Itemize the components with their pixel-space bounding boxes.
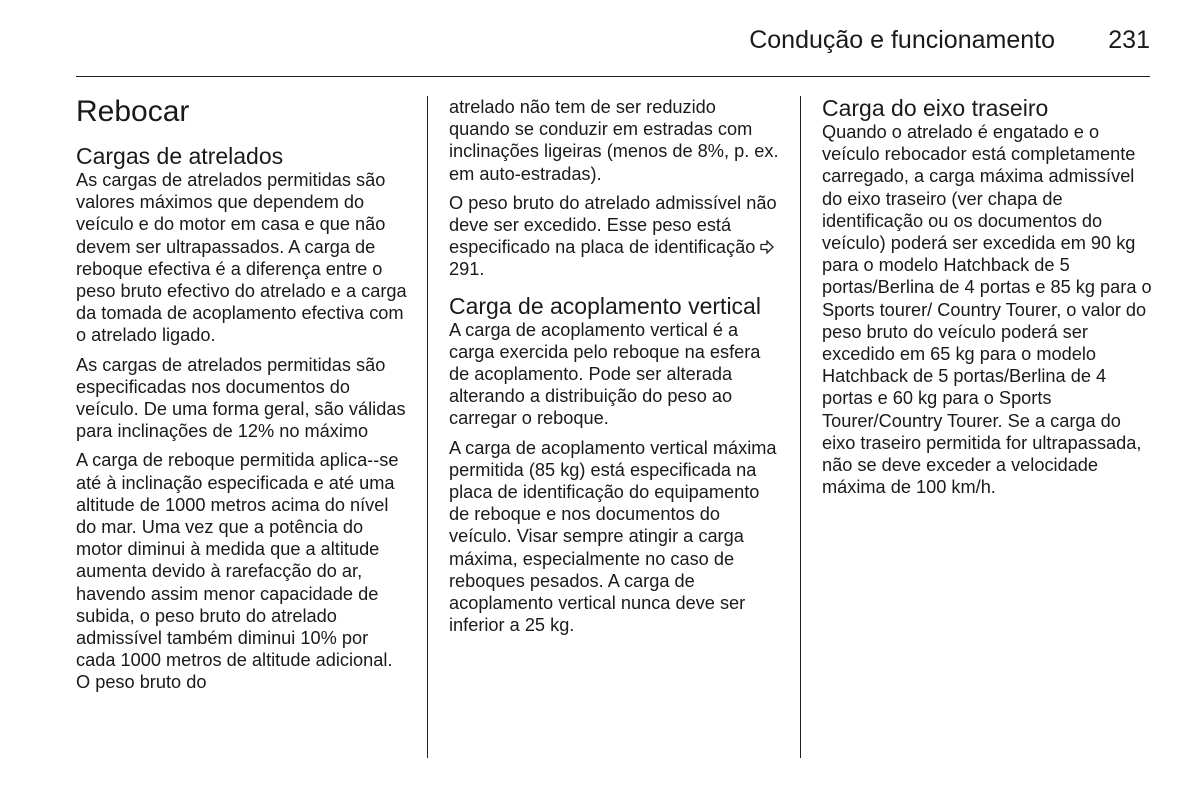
section-heading-carga-eixo: Carga do eixo traseiro	[822, 95, 1049, 121]
paragraph-text: O peso bruto do atrelado admissível não deve ser excedido. Esse peso está especificado na placa de identificação	[449, 192, 777, 258]
chapter-heading: Rebocar	[76, 95, 190, 128]
paragraph: Quando o atrelado é engatado e o veículo rebocador está completamente carregado, a carga máxima admissível do eixo traseiro (ver chapa de identificação ou os documentos do veículo) poderá ser excedida em 90 kg para o modelo Hatchback de 5 portas/Berlina de 4 portas e 85 kg para o Sports tourer/ Country Tourer, o valor do peso bruto do veículo poderá ser excedido em 65 kg para o modelo Hatchback de 5 portas/Berlina de 4 portas e 60 kg para o Sports Tourer/Country Tourer. Se a carga do eixo traseiro permitida for ultrapassada, não se deve exceder a velocidade máxima de 100 km/h.	[822, 122, 1152, 498]
section-heading-cargas-atrelados: Cargas de atrelados	[76, 143, 284, 169]
page-number: 231	[1108, 26, 1150, 54]
paragraph: A carga de reboque permitida aplica--se até à inclinação especificada e até uma altitude de 1000 metros acima do nível do mar. Uma vez que a potência do motor diminui à medida que a altitude aumenta devido à rarefacção do ar, havendo assim menor capacidade de subida, o peso bruto do atrelado admissível também diminui 10% por cada 1000 metros de altitude adicional. O peso bruto do	[76, 450, 399, 693]
page-reference: 291.	[449, 259, 485, 280]
column-2	[449, 96, 781, 643]
page-header	[76, 22, 1150, 77]
paragraph: atrelado não tem de ser reduzido quando se conduzir em estradas com inclinações ligeiras (menos de 8%, p. ex. em auto-estradas).	[449, 97, 779, 184]
paragraph: As cargas de atrelados permitidas são valores máximos que dependem do veículo e do motor em casa e que não devem ser ultrapassados. A carga de reboque efectiva é a diferença entre o peso bruto efectivo do atrelado e a carga da tomada de acoplamento efectiva com o atrelado ligado.	[76, 170, 407, 346]
chapter-title: Condução e funcionamento	[749, 26, 1055, 54]
paragraph: As cargas de atrelados permitidas são especificadas nos documentos do veículo. De uma forma geral, são válidas para inclinações de 12% no máximo	[76, 354, 406, 442]
section-heading-carga-acoplamento: Carga de acoplamento vertical	[449, 292, 761, 319]
arrow-reference-icon	[760, 237, 774, 257]
column-divider	[427, 96, 428, 758]
column-1	[76, 96, 410, 701]
column-3	[822, 96, 1156, 505]
paragraph: A carga de acoplamento vertical é a carga exercida pelo reboque na esfera de acoplamento. Pode ser alterada alterando a distribuição do peso ao carregar o reboque.	[449, 319, 761, 429]
paragraph: A carga de acoplamento vertical máxima permitida (85 kg) está especificada na placa de identificação do equipamento de reboque e nos documentos do veículo. Visar sempre atingir a carga máxima, especialmente no caso de reboques pesados. A carga de acoplamento vertical nunca deve ser inferior a 25 kg.	[449, 437, 777, 636]
paragraph-with-reference	[449, 192, 781, 281]
column-divider	[800, 96, 801, 758]
